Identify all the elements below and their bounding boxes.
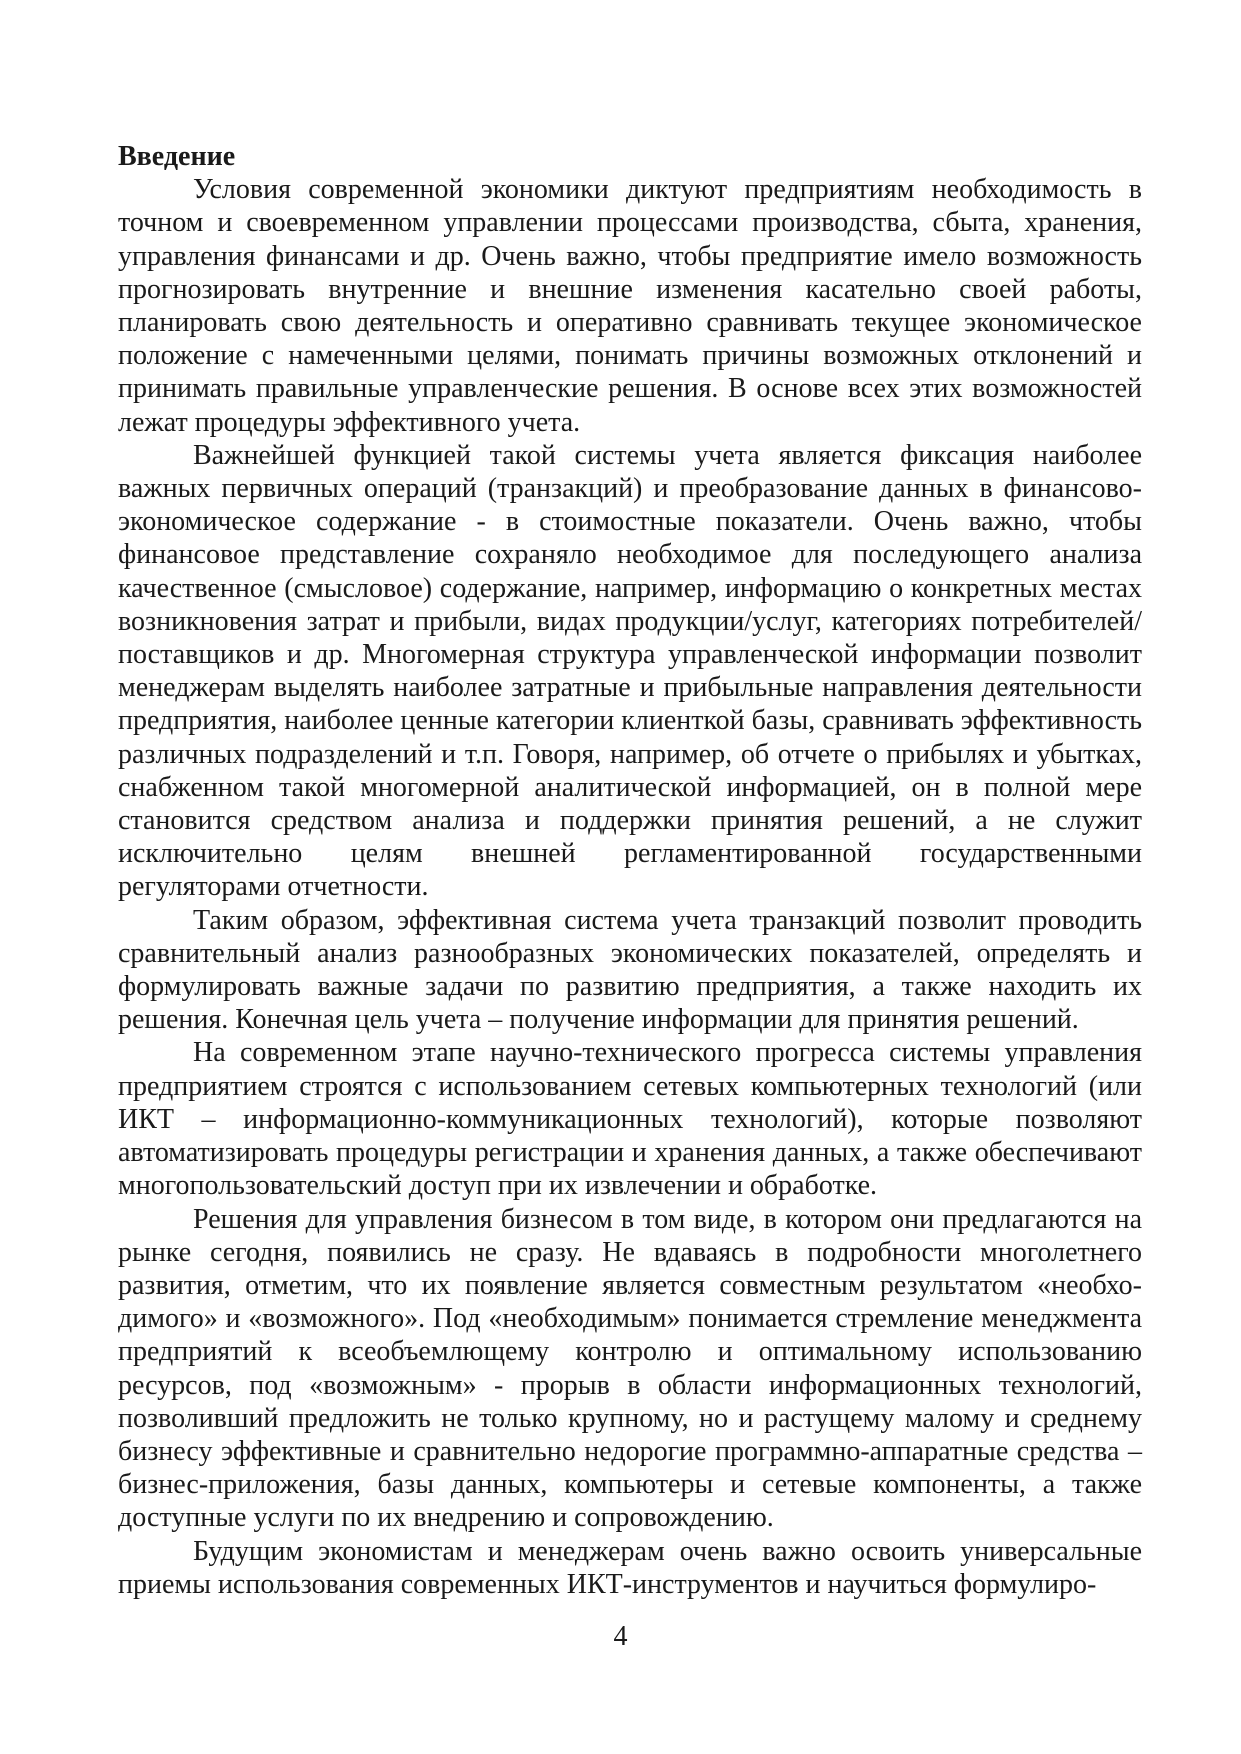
paragraph: На современном этапе научно-технического прогресса системы управления предприятием строятся с использованием сетевых компьютерных технологий (или ИКТ – информационно-коммуникационных технологий), которые позволяют автоматизировать процедуры регистрации и хранения данных, а также обеспечивают многопользовательский доступ при их извлечении и обработке. bbox=[118, 1037, 1142, 1202]
page-number: 4 bbox=[613, 1621, 628, 1652]
paragraph: Решения для управления бизнесом в том виде, в котором они предлагаются на рынке сегодня, появились не сразу. Не вдаваясь в подробности многолетнего развития, отметим, что их появление является совместным результатом «необходимого» и «возможного». Под «необходимым» понимается стремление менеджмента предприятий к всеобъемлющему контролю и оптимальному использованию ресурсов, под «возможным» - прорыв в области информационных технологий, позволивший предложить не только крупному, но и растущему малому и среднему бизнесу эффективные и сравнительно недорогие программно-аппаратные средства – бизнес-приложения, базы данных, компьютеры и сетевые компоненты, а также доступные услуги по их внедрению и сопровождению. bbox=[118, 1203, 1142, 1534]
body-text bbox=[118, 140, 1142, 1601]
paragraph: Условия современной экономики диктуют предприятиям необходимость в точном и своевременном управлении процессами производства, сбыта, хранения, управления финансами и др. Очень важно, чтобы предприятие имело возможность прогнозировать внутренние и внешние изменения касательно своей работы, планировать свою деятельность и оперативно сравнивать текущее экономическое положение с намеченными целями, понимать причины возможных отклонений и принимать правильные управленческие решения. В основе всех этих возможностей лежат процедуры эффективного учета. bbox=[118, 174, 1142, 438]
paragraph: Важнейшей функцией такой системы учета является фиксация наиболее важных первичных операций (транзакций) и преобразование данных в финансово-экономическое содержание - в стоимостные показатели. Очень важно, чтобы финансовое представление сохраняло необходимое для последующего анализа качественное (смысловое) содержание, например, информацию о конкретных местах возникновения затрат и прибыли, видах продукции/услуг, категориях потребителей/поставщиков и др. Многомерная структура управленческой информации позволит менеджерам выделять наиболее затратные и прибыльные направления деятельности предприятия, наиболее ценные категории клиенткой базы, сравнивать эффективность различных подразделений и т.п. Говоря, например, об отчете о прибылях и убытках, снабженном такой многомерной аналитической информацией, он в полной мере становится средством анализа и поддержки принятия решений, а не служит исключительно целям внешней регламентированной государственными регуляторами отчетности. bbox=[118, 439, 1142, 903]
paragraph: Таким образом, эффективная система учета транзакций позволит проводить сравнительный анализ разнообразных экономических показателей, определять и формулировать важные задачи по развитию предприятия, а также находить их решения. Конечная цель учета – получение информации для принятия решений. bbox=[118, 904, 1142, 1036]
section-heading: Введение bbox=[118, 141, 236, 172]
paragraph: Будущим экономистам и менеджерам очень важно освоить универсальные приемы использования современных ИКТ-инструментов и научиться формулиро- bbox=[118, 1535, 1142, 1600]
